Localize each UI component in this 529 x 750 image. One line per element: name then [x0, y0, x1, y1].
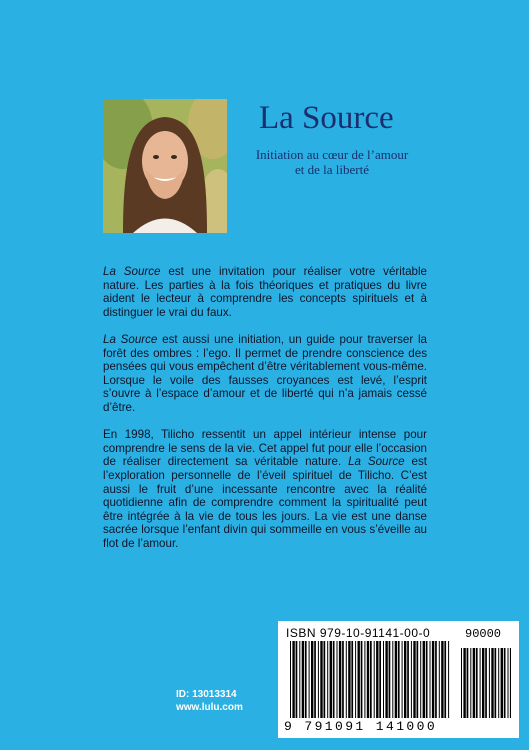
barcode-bar [361, 641, 363, 718]
barcode-bar [413, 641, 415, 718]
barcode-bar [411, 641, 412, 718]
barcode-bar [485, 648, 487, 718]
barcode-bar [333, 641, 335, 718]
author-photo [103, 99, 227, 233]
barcode-bar [358, 641, 360, 718]
barcode-bar [351, 641, 353, 718]
barcode-bar [470, 648, 471, 718]
barcode-bar [339, 641, 341, 718]
barcode-bar [423, 641, 425, 718]
barcode-bar [374, 641, 375, 718]
barcode-bar [346, 641, 347, 718]
barcode-bar [510, 648, 511, 718]
barcode-bar [348, 641, 350, 718]
barcode-bar [364, 641, 365, 718]
barcode-bar [305, 641, 307, 718]
barcode-bar [495, 648, 497, 718]
barcode-bar [504, 648, 506, 718]
barcode-bar [463, 648, 465, 718]
barcode-bar [376, 641, 378, 718]
barcode-bar [482, 648, 484, 718]
barcode-bar [404, 641, 406, 718]
barcode-bar [508, 648, 509, 718]
barcode-bar [432, 641, 434, 718]
barcode-bar [355, 641, 356, 718]
barcode-bar [311, 641, 313, 718]
barcode-bar [441, 641, 443, 718]
paragraph-2: La Source est aussi une initiation, un guide pour traverser la forêt des ombres : l’ego. Il permet de prendre conscience des pensées qui vous empêchent d’être véritablement vous-même. Lorsque le voile des fausses croyances est levé, l’esprit s’ouvre à l’espace d’amour et de liberté qui n’a jamais cessé d’être. [103, 332, 427, 414]
paragraph-3: En 1998, Tilicho ressentit un appel intérieur intense pour comprendre le sens de la vie. Cet appel fut pour elle l’occasion de réaliser directement sa véritable nature. La Source est l’exploration personnelle de l’éveil spirituel de Tilicho. C’est aussi le fruit d’une incessante rencontre avec la réalité quotidienne afin de comprendre comment la spiritualité peut être intégrée à la vie de tous les jours. La vie est une danse sacrée lorsque l’enfant divin qui sommeille en vous s’éveille au flot de l’amour. [103, 428, 427, 550]
barcode-bar [389, 641, 391, 718]
barcode-bar [501, 648, 503, 718]
publisher-site: www.lulu.com [176, 702, 243, 713]
barcode-bar [379, 641, 381, 718]
barcode-bar [435, 641, 437, 718]
barcode-bar [395, 641, 397, 718]
barcode-bar [367, 641, 369, 718]
barcode-bar [318, 641, 319, 718]
barcode-bars-main [290, 641, 450, 718]
barcode-bar [327, 641, 328, 718]
barcode-bar [370, 641, 372, 718]
book-name: La Source [103, 265, 161, 278]
isbn-barcode [278, 621, 519, 738]
book-subtitle [252, 147, 412, 177]
barcode-bar [342, 641, 344, 718]
book-title: La Source [259, 100, 394, 136]
back-cover-text [103, 265, 427, 564]
paragraph-1: La Source est une invitation pour réaliser votre véritable nature. Les parties à la fois théoriques et pratiques du livre aident le lecteur à comprendre les concepts spirituels et à distinguer le vrai du faux. [103, 265, 427, 319]
barcode-bar [420, 641, 421, 718]
subtitle-line-1: Initiation au cœur de l’amour [255, 147, 409, 162]
barcode-bar [392, 641, 393, 718]
barcode-bar [337, 641, 338, 718]
barcode-bar [290, 641, 291, 718]
publisher-info [176, 688, 276, 714]
subtitle-line-2: et de la liberté [295, 162, 369, 177]
barcode-bar [407, 641, 409, 718]
barcode-bar [299, 641, 300, 718]
barcode-bar [314, 641, 316, 718]
barcode-bar [402, 641, 403, 718]
price-code: 90000 [465, 627, 502, 641]
barcode-bar [417, 641, 419, 718]
barcode-bar [426, 641, 428, 718]
barcode-bar [498, 648, 499, 718]
barcode-bar [330, 641, 332, 718]
barcode-bar [448, 641, 449, 718]
barcode-bar [467, 648, 469, 718]
barcode-bars-addon [461, 648, 511, 718]
barcode-bar [430, 641, 431, 718]
barcode-bar [320, 641, 322, 718]
barcode-bar [476, 648, 478, 718]
barcode-bar [489, 648, 490, 718]
barcode-bar [385, 641, 387, 718]
barcode-bar [480, 648, 481, 718]
isbn-label: ISBN 979-10-91141-00-0 [286, 626, 431, 640]
barcode-bar [491, 648, 493, 718]
ean-digits: 9 791091 141000 [284, 719, 438, 734]
barcode-bar [302, 641, 304, 718]
barcode-bar [398, 641, 400, 718]
barcode-bar [439, 641, 440, 718]
barcode-bar [292, 641, 294, 718]
barcode-bar [383, 641, 384, 718]
barcode-bar [444, 641, 446, 718]
barcode-bar [473, 648, 475, 718]
barcode-bar [296, 641, 298, 718]
barcode-bar [324, 641, 326, 718]
barcode-bar [309, 641, 310, 718]
barcode-bar [461, 648, 462, 718]
book-name: La Source [103, 332, 158, 346]
book-name: La Source [348, 455, 405, 469]
publication-id: ID: 13013314 [176, 689, 237, 700]
